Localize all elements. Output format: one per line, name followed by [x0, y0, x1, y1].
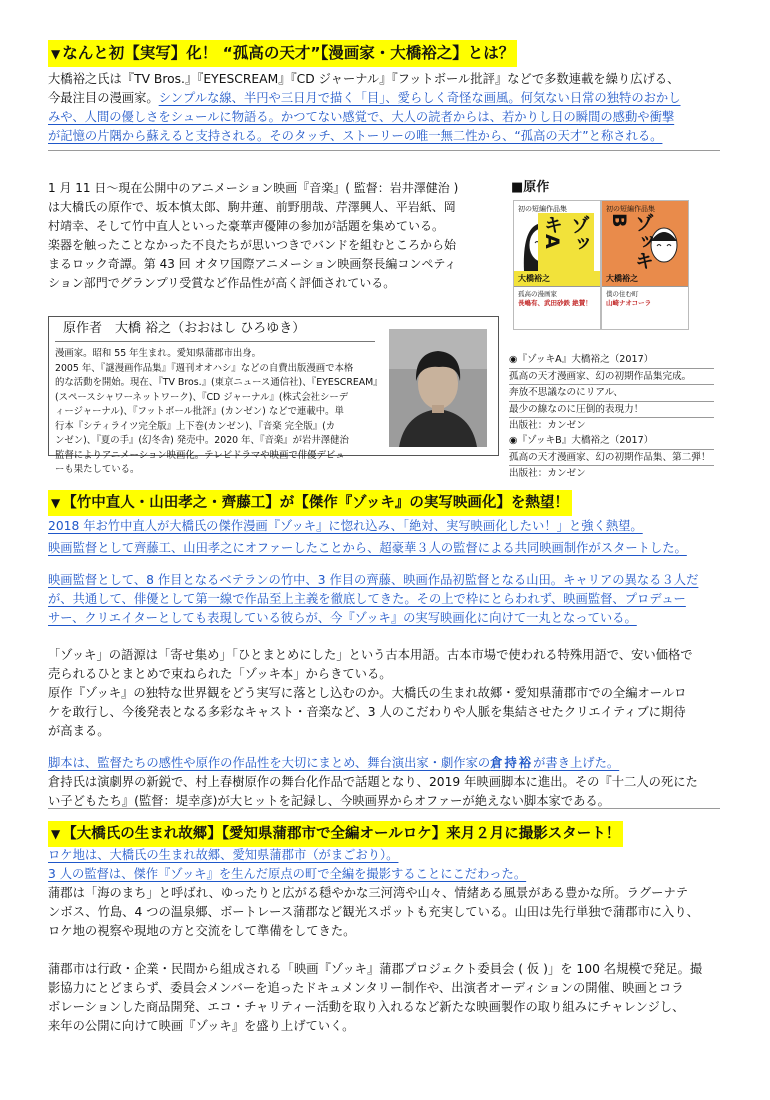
author-label-underline	[55, 341, 375, 342]
triangle-icon: ▼	[51, 496, 61, 510]
original-heading: ■原作	[511, 180, 550, 195]
section3-heading: ▼ 【大橋氏の生まれ故郷】【愛知県蒲郡市で全編オールロケ】来月２月に撮影スタート！	[48, 821, 623, 847]
section1-body: 大橋裕之氏は『TV Bros.』『EYESCREAM』『CD ジャーナル』『フットボール批評』などで多数連載を繰り広げる、 今最注目の漫画家。シンプルな線、半円や三日月で描く「目」、愛らしく奇怪な画風。何気ない日常の独特のおかし みや、人間の優しさをシュールに物語る。かつてない感覚で、大人の読者からは、若かりし日の瞬間の感動や衝撃 が記憶の片隅から蘇えると支持される。そのタッチ、ストーリーの唯一無二性から、“孤高の天才”と称される。	[48, 72, 681, 143]
section3-body: ロケ地は、大橋氏の生まれ故郷、愛知県蒲郡市（がまごおり）。 3 人の監督は、傑作『ゾッキ』を生んだ原点の町で全編を撮影することにこだわった。 蒲郡は「海のまち」と呼ばれ、ゆったりと広がる穏やかな三河湾や山々、情緒ある風景がある豊かな所。ラグーナテ ンボス、竹島、4 つの温泉郷、ボートレース蒲郡など観光スポットも充実している。山田は先行単独で蒲郡市に入り、 ロケ地の視察や現地の方と交流をして準備をしてきた。 蒲郡市は行政・企業・民間から組成される「映画『ゾッキ』蒲郡プロジェクト委員会 ( 仮 )」を 100 名規模で発足。撮 影協力にとどまらず、委員会メンバーを追ったドキュメンタリー制作や、出演者オーディションの開催、映画とコラ ボレーションした商品開発、エコ・チャリティー活動を取り入れるなど新たな映画製作の取り組みにチャレンジし、 来年の公開に向けて映画『ゾッキ』を盛り上げていく。	[48, 848, 703, 1033]
author-box	[48, 316, 499, 475]
book-b-caption: ◉『ゾッキB』大橋裕之（2017） 孤高の天才漫画家、幻の初期作品集、第二弾！ 出版社：カンゼン	[509, 433, 714, 482]
book-cover-a: 初の短編作品集 ゾッキA 大橋裕之 孤高の漫画家 長嶋有、武田砂鉄 絶賛！	[513, 200, 601, 330]
book-a-caption: ◉『ゾッキA』大橋裕之（2017） 孤高の天才漫画家、幻の初期作品集完成。 奔放不思議なのにリアル、 最少の線なのに圧倒的表現力！ 出版社：カンゼン	[509, 352, 714, 434]
triangle-icon: ▼	[51, 827, 61, 841]
section1-heading: ▼ なんと初【実写】化！ “孤高の天才”【漫画家・大橋裕之】とは？	[48, 40, 517, 67]
author-bio: 漫画家。昭和 55 年生まれ。愛知県蒲郡市出身。 2005 年、『謎漫画作品集』『週刊オオハシ』などの自費出版漫画で本格 的な活動を開始。現在、『TV Bros.』(東京ニュース通信社)、『EYESCREAM』 (スペースシャワーネットワーク)、『CD ジャーナル』(株式会社シーデ ィージャーナル)、『フットボール批評』(カンゼン) などで連載中。単 行本『シティライツ完全版』上下巻(カンゼン)、『音楽 完全版』(カ ンゼン)、『夏の手』(幻冬舎) 発売中。2020 年、『音楽』が岩井澤健治 監督によりアニメーション映画化。テレビドラマや映画で俳優デビュ ーも果たしている。	[55, 348, 383, 475]
divider	[48, 150, 720, 151]
section2-body: 2018 年お竹中直人が大橋氏の傑作漫画『ゾッキ』に惚れ込み、「絶対、実写映画化したい！」と強く熱望。 映画監督として齊藤工、山田孝之にオファーしたことから、超豪華３人の監督による共同映画制作がスタートした。 映画監督として、8 作目となるベテランの竹中、3 作目の齊藤、映画作品初監督となる山田。キャリアの異なる３人だ が、共通して、俳優として第一線で作品至上主義を徹底してきた。その上で枠にとらわれず、映画監督、プロデュー サー、クリエイターとしても表現している彼らが、今『ゾッキ』の実写映画化に向けて一丸となっている。 「ゾッキ」の語源は「寄せ集め」「ひとまとめにした」という古本用語。古本市場で使われる特殊用語で、安い価格で 売られるひとまとめで束ねられた「ゾッキ本」からきている。 原作『ゾッキ』の独特な世界観をどう実写に落とし込むのか。大橋氏の生まれ故郷・愛知県蒲郡市での全編オールロ ケを敢行し、今後発表となる多彩なキャスト・音楽など、3 人のこだわりや人脈を集結させたクリエイティブに期待 が高まる。 脚本は、監督たちの感性や原作の作品性を大切にまとめ、舞台演出家・劇作家の倉持裕が書き上げた。 倉持氏は演劇界の新鋭で、村上春樹原作の舞台化作品で話題となり、2019 年映画脚本に進出。その『十二人の死にた い子どもたち』(監督：堤幸彦)が大ヒットを記録し、今映画界からオファーが絶えない脚本家である。	[48, 519, 699, 808]
movie-paragraph: 1 月 11 日～現在公開中のアニメーション映画『音楽』( 監督：岩井澤健治 ) は大橋氏の原作で、坂本慎太郎、駒井蓮、前野朋哉、芹澤興人、平岩紙、岡 村靖幸、そして竹中直人といった豪華声優陣の参加が話題を集めている。 楽器を触ったことなかった不良たちが思いつきでバンドを組むところから始 まるロック奇譚。第 43 回 オタワ国際アニメーション映画祭長編コンペティ ション部門でグランプリ受賞など作品性が高く評価されている。	[48, 181, 459, 290]
author-photo	[389, 329, 487, 447]
section2-heading: ▼ 【竹中直人・山田孝之・齊藤工】が【傑作『ゾッキ』の実写映画化】を熱望！	[48, 490, 572, 516]
divider	[48, 808, 720, 809]
triangle-icon: ▼	[51, 47, 61, 61]
author-label: 原作者 大橋 裕之（おおはし ひろゆき）	[63, 321, 306, 336]
book-cover-b: 初の短編作品集 ゾッキB 大橋裕之 僕の住む町 山崎ナオコーラ	[601, 200, 689, 330]
